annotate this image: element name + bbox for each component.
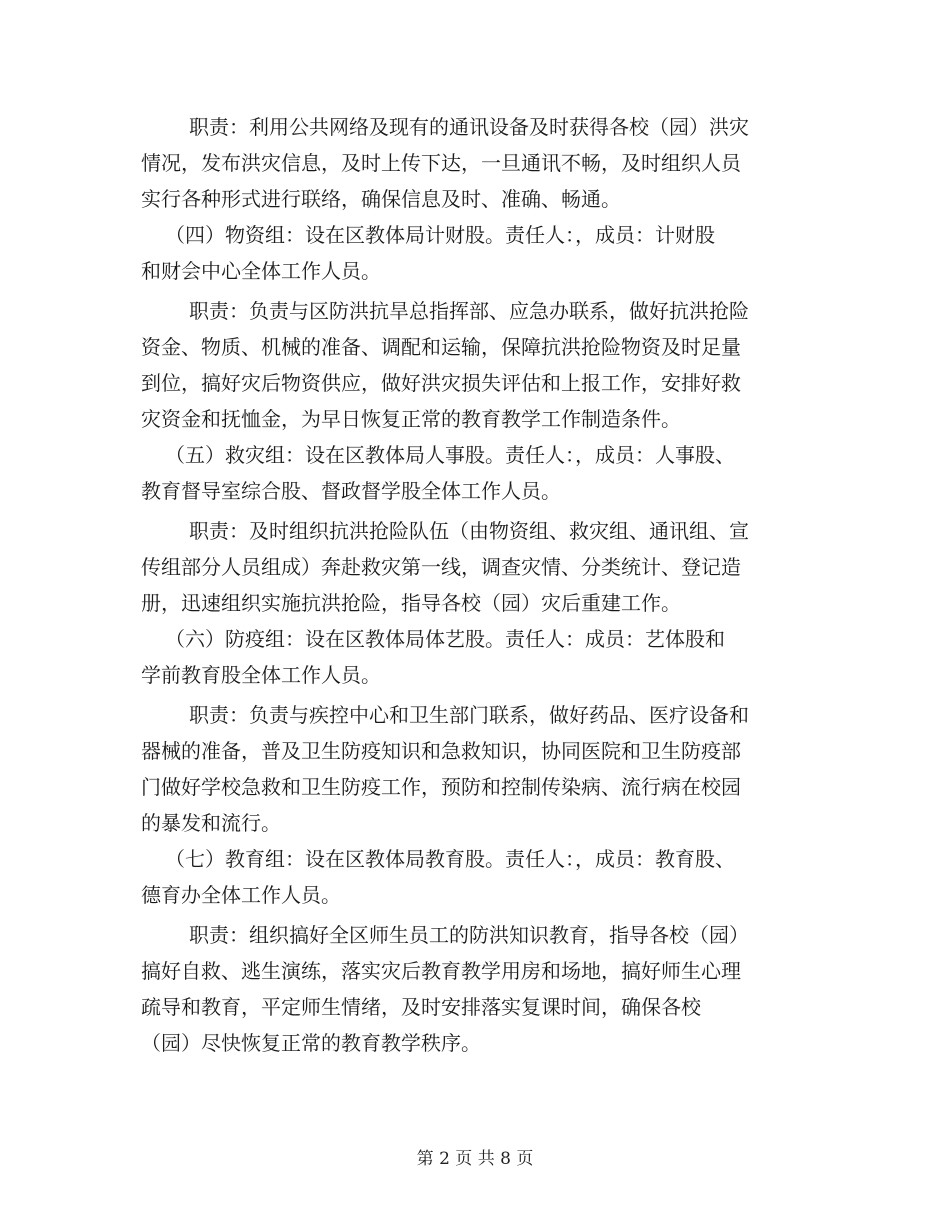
text-line: 德育办全体工作人员。 xyxy=(141,883,341,907)
text-line: 到位，搞好灾后物资供应，做好洪灾损失评估和上报工作，安排好救 xyxy=(141,371,741,395)
text-line: 灾资金和抚恤金，为早日恢复正常的教育教学工作制造条件。 xyxy=(141,407,681,431)
text-line: 职责：负责与区防洪抗旱总指挥部、应急办联系，做好抗洪抢险 xyxy=(189,299,749,323)
section-heading: （五）救灾组：设在区教体局人事股。责任人：，成员：人事股、 xyxy=(165,443,735,467)
text-line: 搞好自救、逃生演练，落实灾后教育教学用房和场地，搞好师生心理 xyxy=(141,959,741,983)
text-line: 教育督导室综合股、督政督学股全体工作人员。 xyxy=(141,479,561,503)
text-line: 职责：利用公共网络及现有的通讯设备及时获得各校（园）洪灾 xyxy=(189,115,749,139)
text-line: 资金、物质、机械的准备、调配和运输，保障抗洪抢险物资及时足量 xyxy=(141,335,741,359)
text-line: 职责：组织搞好全区师生员工的防洪知识教育，指导各校（园） xyxy=(189,923,749,947)
page-number-footer: 第 2 页 共 8 页 xyxy=(416,1149,534,1169)
text-line: （园）尽快恢复正常的教育教学秩序。 xyxy=(141,1031,481,1055)
text-line: 疏导和教育，平定师生情绪，及时安排落实复课时间，确保各校 xyxy=(141,995,701,1019)
text-line: 学前教育股全体工作人员。 xyxy=(141,663,381,687)
text-line: 实行各种形式进行联络，确保信息及时、准确、畅通。 xyxy=(141,187,621,211)
text-line: 门做好学校急救和卫生防疫工作，预防和控制传染病、流行病在校园 xyxy=(141,775,741,799)
section-heading: （四）物资组：设在区教体局计财股。责任人：，成员：计财股 xyxy=(165,223,715,247)
text-line: 情况，发布洪灾信息，及时上传下达，一旦通讯不畅，及时组织人员 xyxy=(141,151,741,175)
text-line: 和财会中心全体工作人员。 xyxy=(141,259,381,283)
section-heading: （六）防疫组：设在区教体局体艺股。责任人：成员：艺体股和 xyxy=(165,627,725,651)
text-line: 职责：及时组织抗洪抢险队伍（由物资组、救灾组、通讯组、宣 xyxy=(189,519,749,543)
section-heading: （七）教育组：设在区教体局教育股。责任人：，成员：教育股、 xyxy=(165,847,735,871)
text-line: 的暴发和流行。 xyxy=(141,811,281,835)
text-line: 职责：负责与疾控中心和卫生部门联系，做好药品、医疗设备和 xyxy=(189,703,749,727)
text-line: 传组部分人员组成）奔赴救灾第一线，调查灾情、分类统计、登记造 xyxy=(141,555,741,579)
text-line: 册，迅速组织实施抗洪抢险，指导各校（园）灾后重建工作。 xyxy=(141,591,681,615)
text-line: 器械的准备，普及卫生防疫知识和急救知识，协同医院和卫生防疫部 xyxy=(141,739,741,763)
